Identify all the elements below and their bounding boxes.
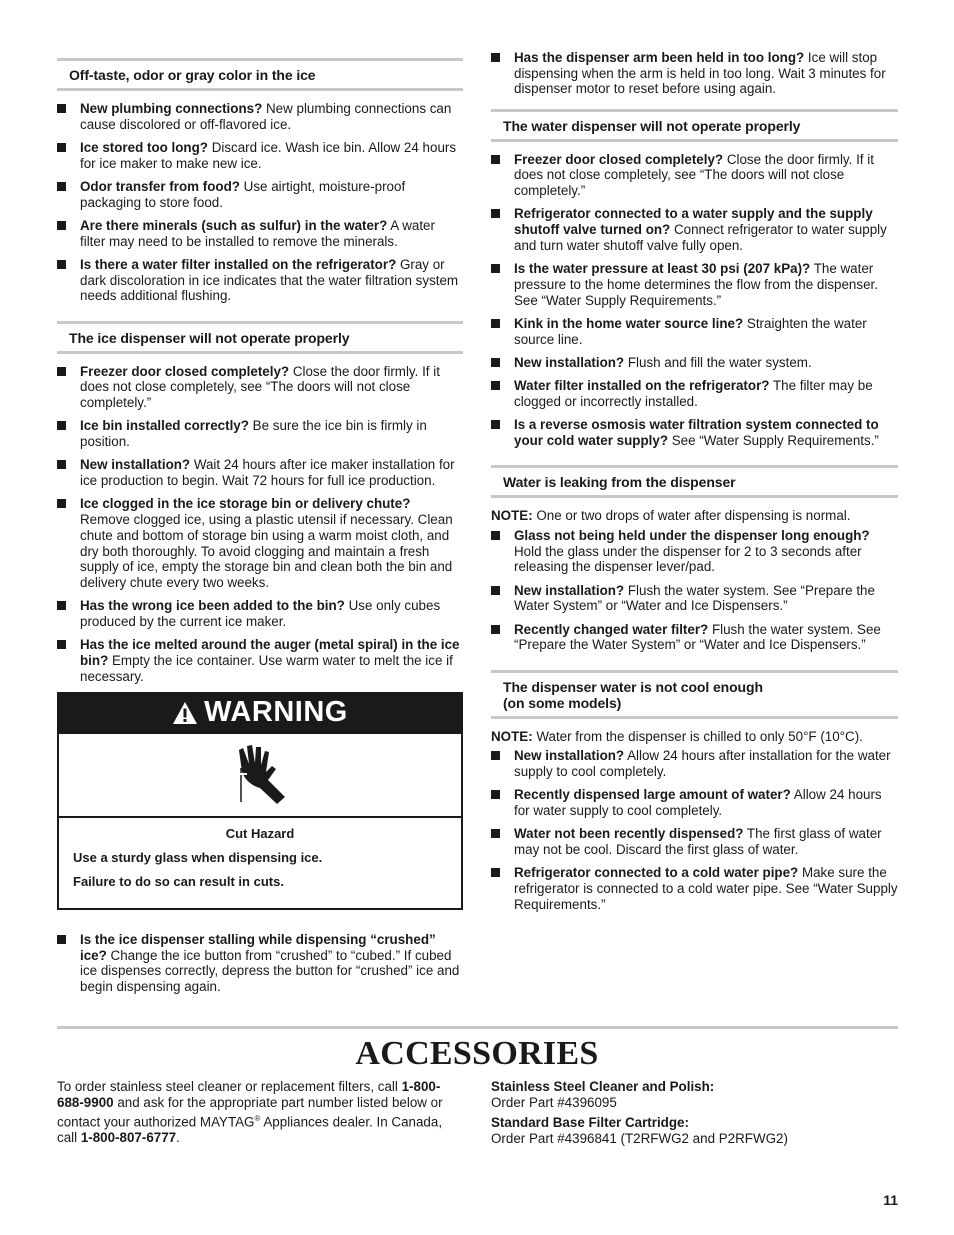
bullet-icon: [491, 790, 500, 799]
list-item: Is there a water filter installed on the refrigerator? Gray or dark discoloration in ice indicates that the water filtration system needs additional flushing.: [57, 257, 463, 304]
list-item: Glass not being held under the dispenser long enough? Hold the glass under the dispenser for 2 to 3 seconds after releasing the dispenser lever/pad.: [491, 528, 898, 575]
troubleshoot-list: [491, 152, 898, 449]
bullet-icon: [57, 221, 66, 230]
bullet-icon: [491, 868, 500, 877]
list-item: New installation? Allow 24 hours after installation for the water supply to cool completely.: [491, 748, 898, 779]
bullet-icon: [57, 182, 66, 191]
bullet-icon: [57, 421, 66, 430]
bullet-icon: [57, 143, 66, 152]
section-divider: [57, 1026, 898, 1029]
bullet-icon: [57, 640, 66, 649]
bullet-icon: [57, 104, 66, 113]
bullet-icon: [57, 260, 66, 269]
bullet-icon: [57, 367, 66, 376]
section-heading-line2: (on some models): [503, 694, 622, 711]
accessories-title: ACCESSORIES: [355, 1035, 599, 1072]
phone-us: 1-800-688-9900: [57, 1079, 441, 1110]
bullet-icon: [57, 499, 66, 508]
bullet-icon: [491, 531, 500, 540]
list-item: Has the wrong ice been added to the bin? Use only cubes produced by the current ice maker.: [57, 598, 463, 629]
part-entry: Stainless Steel Cleaner and Polish: Order Part #4396095: [491, 1079, 715, 1110]
registered-mark: ®: [254, 1114, 261, 1123]
list-item: Water not been recently dispensed? The first glass of water may not be cool. Discard the first glass of water.: [491, 826, 898, 857]
list-item: Recently dispensed large amount of water? Allow 24 hours for water supply to cool completely.: [491, 787, 898, 818]
list-item: Kink in the home water source line? Straighten the water source line.: [491, 316, 898, 347]
left-column: [57, 58, 463, 1002]
troubleshoot-list: [491, 50, 898, 97]
list-item: Freezer door closed completely? Close the door firmly. If it does not close completely, see “The doors will not close completely.”: [57, 364, 463, 411]
hazard-consequence: Failure to do so can result in cuts.: [73, 873, 284, 889]
list-item: New installation? Flush and fill the water system.: [491, 355, 898, 371]
bullet-icon: [491, 209, 500, 218]
list-item: Has the ice melted around the auger (metal spiral) in the ice bin? Empty the ice container. Use warm water to melt the ice if necessary.: [57, 637, 463, 684]
list-item: Is the water pressure at least 30 psi (207 kPa)? The water pressure to the home determines the flow from the dispenser. See “Water Supply Requirements.”: [491, 261, 898, 308]
bullet-icon: [491, 586, 500, 595]
bullet-icon: [491, 155, 500, 164]
list-item: Freezer door closed completely? Close the door firmly. If it does not close completely, see “The doors will not close completely.”: [491, 152, 898, 199]
list-item: Ice bin installed correctly? Be sure the ice bin is firmly in position.: [57, 418, 463, 449]
bullet-icon: [491, 358, 500, 367]
list-item: Is the ice dispenser stalling while dispensing “crushed” ice? Change the ice button from “crushed” to “cubed.” If cubed ice dispenses correctly, depress the button for “crushed” ice and begin dispensing again.: [57, 932, 463, 995]
section-heading: [491, 670, 898, 719]
list-item: Recently changed water filter? Flush the water system. See “Prepare the Water System” or “Water and Ice Dispensers.”: [491, 622, 898, 653]
section-heading: The water dispenser will not operate properly: [491, 109, 898, 142]
hazard-symbol-pane: [59, 732, 461, 818]
bullet-icon: [491, 625, 500, 634]
accessories-parts: [491, 1079, 898, 1151]
section-heading: Water is leaking from the dispenser: [491, 465, 898, 498]
list-item: Has the dispenser arm been held in too long? Ice will stop dispensing when the arm is held in too long. Wait 3 minutes for dispenser motor to reset before using again.: [491, 50, 898, 97]
hazard-title: Cut Hazard: [225, 825, 295, 841]
list-item: Are there minerals (such as sulfur) in the water? A water filter may need to be installed to remove the minerals.: [57, 218, 463, 249]
section-heading: Off-taste, odor or gray color in the ice: [57, 58, 463, 91]
list-item: New plumbing connections? New plumbing connections can cause discolored or off-flavored ice.: [57, 101, 463, 132]
part-entry: Standard Base Filter Cartridge: Order Part #4396841 (T2RFWG2 and P2RFWG2): [491, 1115, 788, 1146]
right-column: [491, 50, 898, 920]
list-item: Water filter installed on the refrigerator? The filter may be clogged or incorrectly installed.: [491, 378, 898, 409]
troubleshoot-list: [57, 932, 463, 995]
bullet-icon: [491, 53, 500, 62]
bullet-icon: [491, 829, 500, 838]
bullet-icon: [491, 319, 500, 328]
section-heading-line1: The dispenser water is not cool enough: [503, 678, 763, 695]
bullet-icon: [57, 935, 66, 944]
bullet-icon: [491, 751, 500, 760]
page-number: 11: [883, 1192, 898, 1208]
hazard-instruction: Use a sturdy glass when dispensing ice.: [73, 849, 323, 865]
troubleshoot-list: [491, 748, 898, 912]
list-item: Refrigerator connected to a cold water pipe? Make sure the refrigerator is connected to a cold water pipe. See “Water Supply Requirements.”: [491, 865, 898, 912]
list-item: Odor transfer from food? Use airtight, moisture-proof packaging to store food.: [57, 179, 463, 210]
troubleshoot-list: [57, 364, 463, 685]
list-item: Refrigerator connected to a water supply and the supply shutoff valve turned on? Connect refrigerator to water supply and turn water shutoff valve fully open.: [491, 206, 898, 253]
warning-label: WARNING: [204, 696, 348, 729]
bullet-icon: [491, 420, 500, 429]
accessories-ordering-text: To order stainless steel cleaner or replacement filters, call 1-800-688-9900 and ask for the appropriate part number listed below or contact your authorized MAYTAG® Appliances dealer. In Canada, call 1-800-807-6777.: [57, 1079, 443, 1146]
list-item: New installation? Flush the water system. See “Prepare the Water System” or “Water and Ice Dispensers.”: [491, 583, 898, 614]
troubleshoot-list: [491, 528, 898, 653]
list-item: Ice clogged in the ice storage bin or delivery chute? Remove clogged ice, using a plastic utensil if necessary. Clean chute and bottom of storage bin using a warm moist cloth, and dry both thoroughly. To avoid clogging and maintain a fresh supply of ice, empty the storage bin and clean both the bin and delivery chute every two weeks.: [57, 496, 463, 590]
troubleshoot-list: [57, 101, 463, 304]
bullet-icon: [57, 601, 66, 610]
warning-box: [57, 692, 463, 910]
note: NOTE: One or two drops of water after dispensing is normal.: [491, 508, 851, 524]
section-heading: The ice dispenser will not operate properly: [57, 321, 463, 354]
bullet-icon: [491, 381, 500, 390]
note: NOTE: Water from the dispenser is chilled to only 50°F (10°C).: [491, 728, 863, 744]
warning-banner: [59, 694, 461, 732]
bullet-icon: [57, 460, 66, 469]
cut-hand-icon: [225, 742, 295, 808]
hazard-text: [59, 818, 461, 908]
phone-canada: 1-800-807-6777: [80, 1130, 177, 1146]
list-item: Is a reverse osmosis water filtration system connected to your cold water supply? See “Water Supply Requirements.”: [491, 417, 898, 448]
bullet-icon: [491, 264, 500, 273]
list-item: New installation? Wait 24 hours after ice maker installation for ice production to begin. Wait 72 hours for full ice production.: [57, 457, 463, 488]
warning-triangle-icon: [172, 701, 198, 725]
list-item: Ice stored too long? Discard ice. Wash ice bin. Allow 24 hours for ice maker to make new ice.: [57, 140, 463, 171]
